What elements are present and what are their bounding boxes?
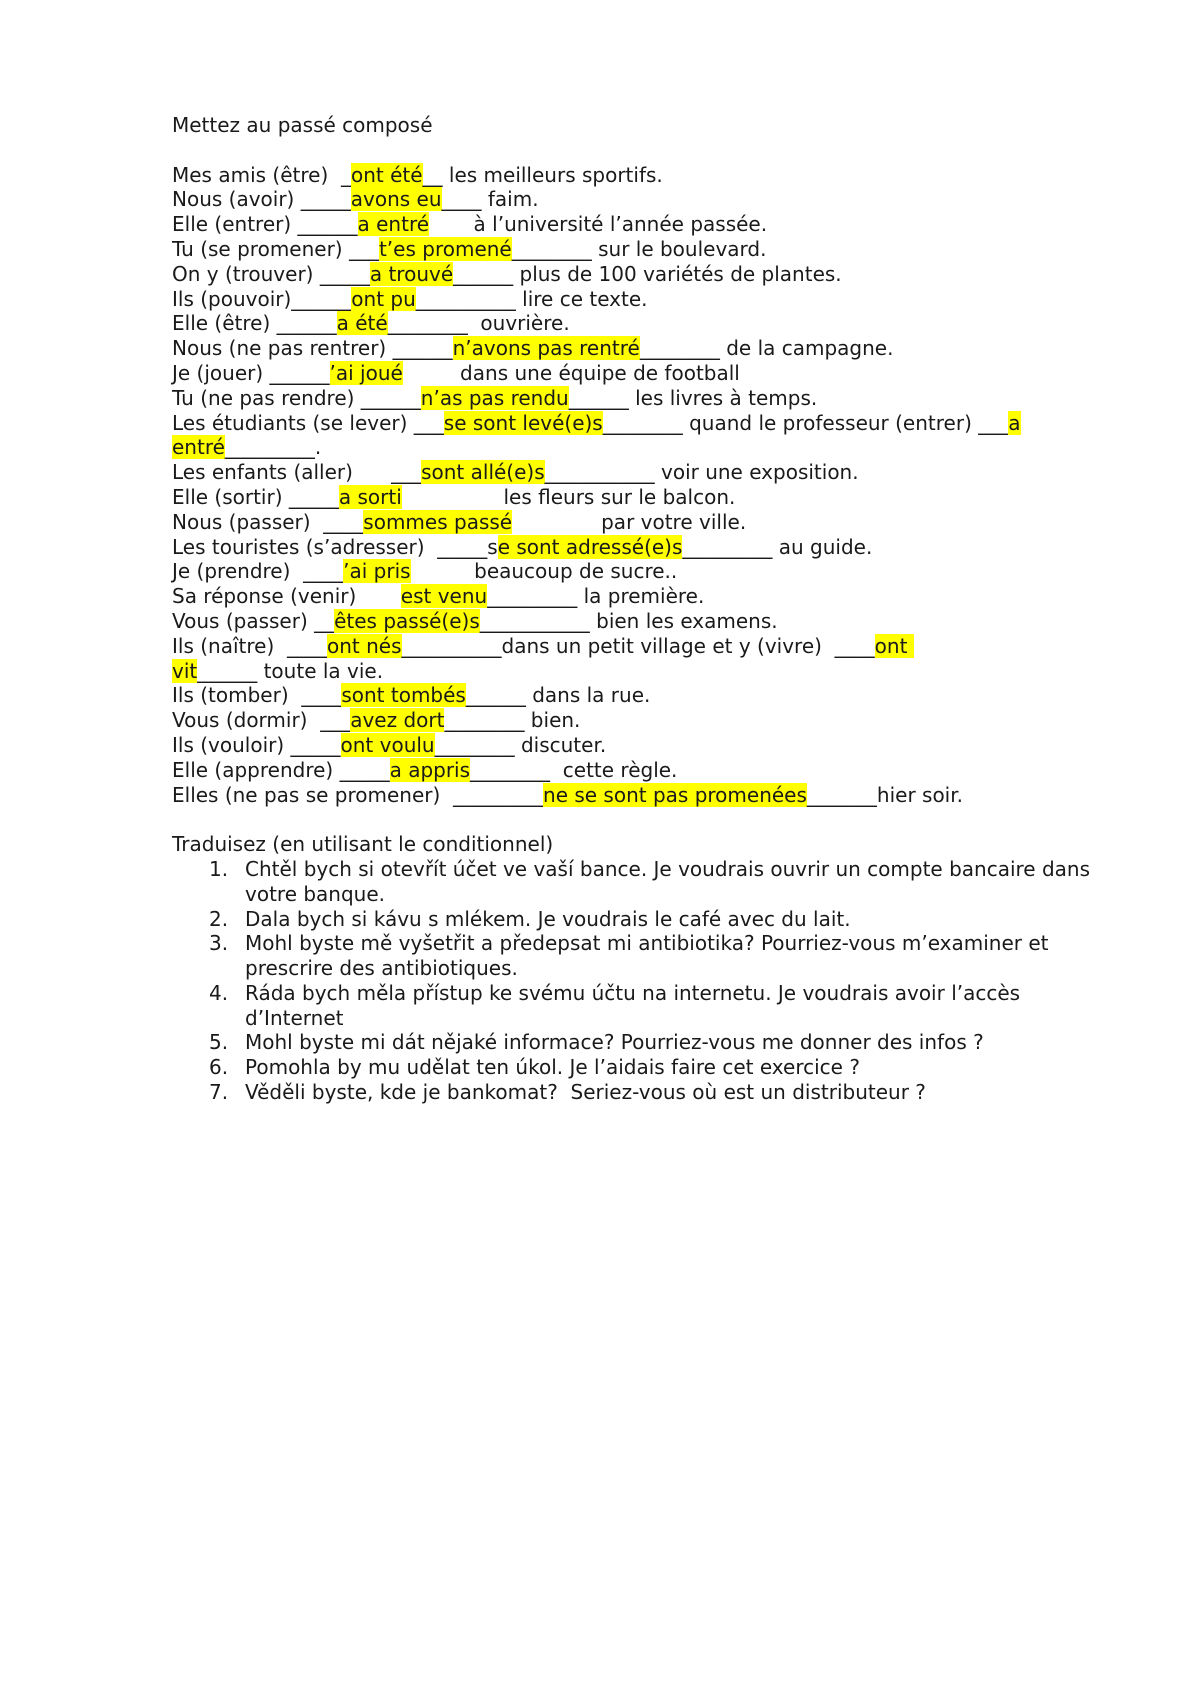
answer-highlight: ont voulu: [340, 732, 435, 757]
prompt-text: ________ quand le professeur (entrer) ___: [602, 410, 1009, 435]
answer-highlight: a appris: [389, 757, 471, 782]
exercise-line: [172, 683, 1112, 708]
item-text: Chtěl bych si otevřít účet ve vaší bance. Je voudrais ouvrir un compte bancaire dans votre banque.: [245, 856, 1097, 906]
exercise-line: [172, 783, 1112, 808]
item-text: Věděli byste, kde je bankomat? Seriez-vous où est un distributeur ?: [245, 1080, 926, 1105]
exercise-line: [172, 559, 1112, 584]
prompt-text: les fleurs sur le balcon.: [401, 484, 736, 509]
exercise-title: Mettez au passé composé: [172, 113, 433, 137]
prompt-text: ______ les livres à temps.: [568, 385, 818, 410]
answer-highlight: sont tombés: [341, 683, 466, 708]
prompt-text: ________ bien.: [444, 708, 581, 733]
item-number: 6.: [209, 1055, 229, 1080]
prompt-text: ______ toute la vie.: [197, 658, 384, 683]
exercise-line: [172, 510, 1112, 535]
prompt-text: Vous (dormir) ___: [172, 708, 351, 733]
prompt-text: __ les meilleurs sportifs.: [422, 162, 663, 187]
exercise-line: [172, 708, 1112, 733]
prompt-text: Vous (passer) __: [172, 608, 335, 633]
prompt-text: Tu (se promener) ___: [172, 236, 379, 261]
prompt-text: Elles (ne pas se promener) _________: [172, 782, 544, 807]
prompt-text: ________ sur le boulevard.: [511, 236, 767, 261]
translation-item: [172, 931, 1112, 981]
prompt-text: ____ faim.: [441, 187, 539, 212]
exercise-line: [172, 311, 1112, 336]
prompt-text: Mes amis (être) _: [172, 162, 351, 187]
translation-item: [172, 857, 1112, 907]
prompt-text: ________ cette règle.: [470, 757, 678, 782]
answer-highlight: ont nés: [326, 633, 402, 658]
translation-item: [172, 981, 1112, 1031]
answer-highlight: a sorti: [338, 484, 402, 509]
exercise-line: [172, 460, 1112, 485]
answer-highlight: a: [1008, 410, 1021, 435]
prompt-text: _________.: [224, 435, 322, 460]
prompt-text: Les enfants (aller) ___: [172, 460, 422, 485]
answer-highlight: n’avons pas rentré: [452, 336, 640, 361]
answer-highlight: e sont adressé(e)s: [497, 534, 683, 559]
answer-highlight: ont été: [350, 162, 423, 187]
translate-heading: Traduisez (en utilisant le conditionnel): [172, 832, 554, 857]
answer-highlight: sont allé(e)s: [421, 460, 545, 485]
prompt-text: Je (jouer) ______: [172, 360, 330, 385]
prompt-text: ________ ouvrière.: [387, 311, 570, 336]
exercise-line: [172, 237, 1112, 262]
translation-item: [172, 1030, 1112, 1055]
prompt-text: Les étudiants (se lever) ___: [172, 410, 444, 435]
answer-highlight: ’ai pris: [343, 559, 411, 584]
answer-highlight: ont pu: [351, 286, 416, 311]
spacer: [172, 138, 1112, 163]
exercise-line: [172, 733, 1112, 758]
answer-highlight: n’as pas rendu: [420, 385, 569, 410]
prompt-text: ________ de la campagne.: [639, 336, 894, 361]
item-text: Dala bych si kávu s mlékem. Je voudrais le café avec du lait.: [245, 906, 851, 931]
prompt-text: Ils (tomber) ____: [172, 683, 342, 708]
answer-highlight: vit: [172, 658, 198, 683]
exercise-line: [172, 435, 1112, 460]
exercise-line: [172, 634, 1112, 659]
exercise-line: [172, 584, 1112, 609]
answer-highlight: ont: [874, 633, 914, 658]
translation-item: [172, 1055, 1112, 1080]
prompt-text: Sa réponse (venir): [172, 584, 401, 609]
prompt-text: Ils (vouloir) _____: [172, 732, 341, 757]
answer-highlight: avez dort: [350, 708, 445, 733]
prompt-text: ___________ voir une exposition.: [544, 460, 859, 485]
prompt-text: Elle (entrer) ______: [172, 212, 358, 237]
exercise-line: [172, 411, 1112, 436]
prompt-text: à l’université l’année passée.: [429, 212, 768, 237]
exercise-line: [172, 336, 1112, 361]
prompt-text: _________ la première.: [487, 584, 705, 609]
item-number: 1.: [209, 856, 229, 881]
prompt-text: ______ plus de 100 variétés de plantes.: [453, 261, 842, 286]
translation-list: [172, 857, 1112, 1105]
exercise-line: [172, 535, 1112, 560]
exercise-line: [172, 758, 1112, 783]
answer-highlight: a trouvé: [369, 261, 454, 286]
exercise-list: [172, 163, 1112, 808]
prompt-text: _______hier soir.: [806, 782, 963, 807]
exercise-line: [172, 163, 1112, 188]
answer-highlight: ne se sont pas promenées: [543, 782, 807, 807]
prompt-text: beaucoup de sucre..: [410, 559, 678, 584]
prompt-text: __________dans un petit village et y (vivre) ____: [401, 633, 875, 658]
exercise-line: [172, 659, 1112, 684]
exercise-line: [172, 386, 1112, 411]
prompt-text: Tu (ne pas rendre) ______: [172, 385, 421, 410]
prompt-text: Elle (sortir) _____: [172, 484, 339, 509]
item-text: Pomohla by mu udělat ten úkol. Je l’aidais faire cet exercice ?: [245, 1055, 860, 1080]
answer-highlight: entré: [172, 435, 225, 460]
translation-item: [172, 907, 1112, 932]
prompt-text: Je (prendre) ____: [172, 559, 344, 584]
item-number: 7.: [209, 1080, 229, 1105]
prompt-text: _________ au guide.: [682, 534, 873, 559]
answer-highlight: est venu: [400, 584, 488, 609]
answer-highlight: se sont levé(e)s: [443, 410, 603, 435]
prompt-text: Ils (pouvoir)______: [172, 286, 352, 311]
prompt-text: Nous (avoir) _____: [172, 187, 351, 212]
exercise-line: [172, 262, 1112, 287]
exercise-line: [172, 609, 1112, 634]
prompt-text: Elle (être) ______: [172, 311, 337, 336]
item-number: 5.: [209, 1030, 229, 1055]
exercise-line: [172, 485, 1112, 510]
item-text: Ráda bych měla přístup ke svému účtu na internetu. Je voudrais avoir l’accès d’Internet: [245, 980, 1027, 1030]
answer-highlight: sommes passé: [363, 509, 513, 534]
prompt-text: ___________ bien les examens.: [479, 608, 778, 633]
prompt-text: Les touristes (s’adresser) _____s: [172, 534, 498, 559]
item-text: Mohl byste mi dát nějaké informace? Pourriez-vous me donner des infos ?: [245, 1030, 984, 1055]
answer-highlight: t’es promené: [378, 236, 512, 261]
prompt-text: Ils (naître) ____: [172, 633, 327, 658]
exercise-line: [172, 287, 1112, 312]
translation-item: [172, 1080, 1112, 1105]
document-page: [172, 113, 1112, 1105]
prompt-text: __________ lire ce texte.: [415, 286, 648, 311]
item-text: Mohl byste mě vyšetřit a předepsat mi antibiotika? Pourriez-vous m’examiner et prescrire des antibiotiques.: [245, 931, 1055, 981]
prompt-text: Elle (apprendre) _____: [172, 757, 390, 782]
prompt-text: On y (trouver) _____: [172, 261, 370, 286]
answer-highlight: avons eu: [350, 187, 442, 212]
prompt-text: par votre ville.: [512, 509, 747, 534]
exercise-line: [172, 212, 1112, 237]
item-number: 3.: [209, 931, 229, 956]
answer-highlight: ’ai joué: [329, 360, 403, 385]
prompt-text: ________ discuter.: [434, 732, 607, 757]
exercise-line: [172, 187, 1112, 212]
exercise-line: [172, 361, 1112, 386]
answer-highlight: êtes passé(e)s: [334, 608, 480, 633]
prompt-text: Nous (passer) ____: [172, 509, 364, 534]
spacer: [172, 807, 1112, 832]
prompt-text: Nous (ne pas rentrer) ______: [172, 336, 453, 361]
answer-highlight: a été: [336, 311, 388, 336]
prompt-text: ______ dans la rue.: [465, 683, 651, 708]
answer-highlight: a entré: [357, 212, 430, 237]
item-number: 4.: [209, 980, 229, 1005]
prompt-text: dans une équipe de football: [402, 360, 740, 385]
item-number: 2.: [209, 906, 229, 931]
